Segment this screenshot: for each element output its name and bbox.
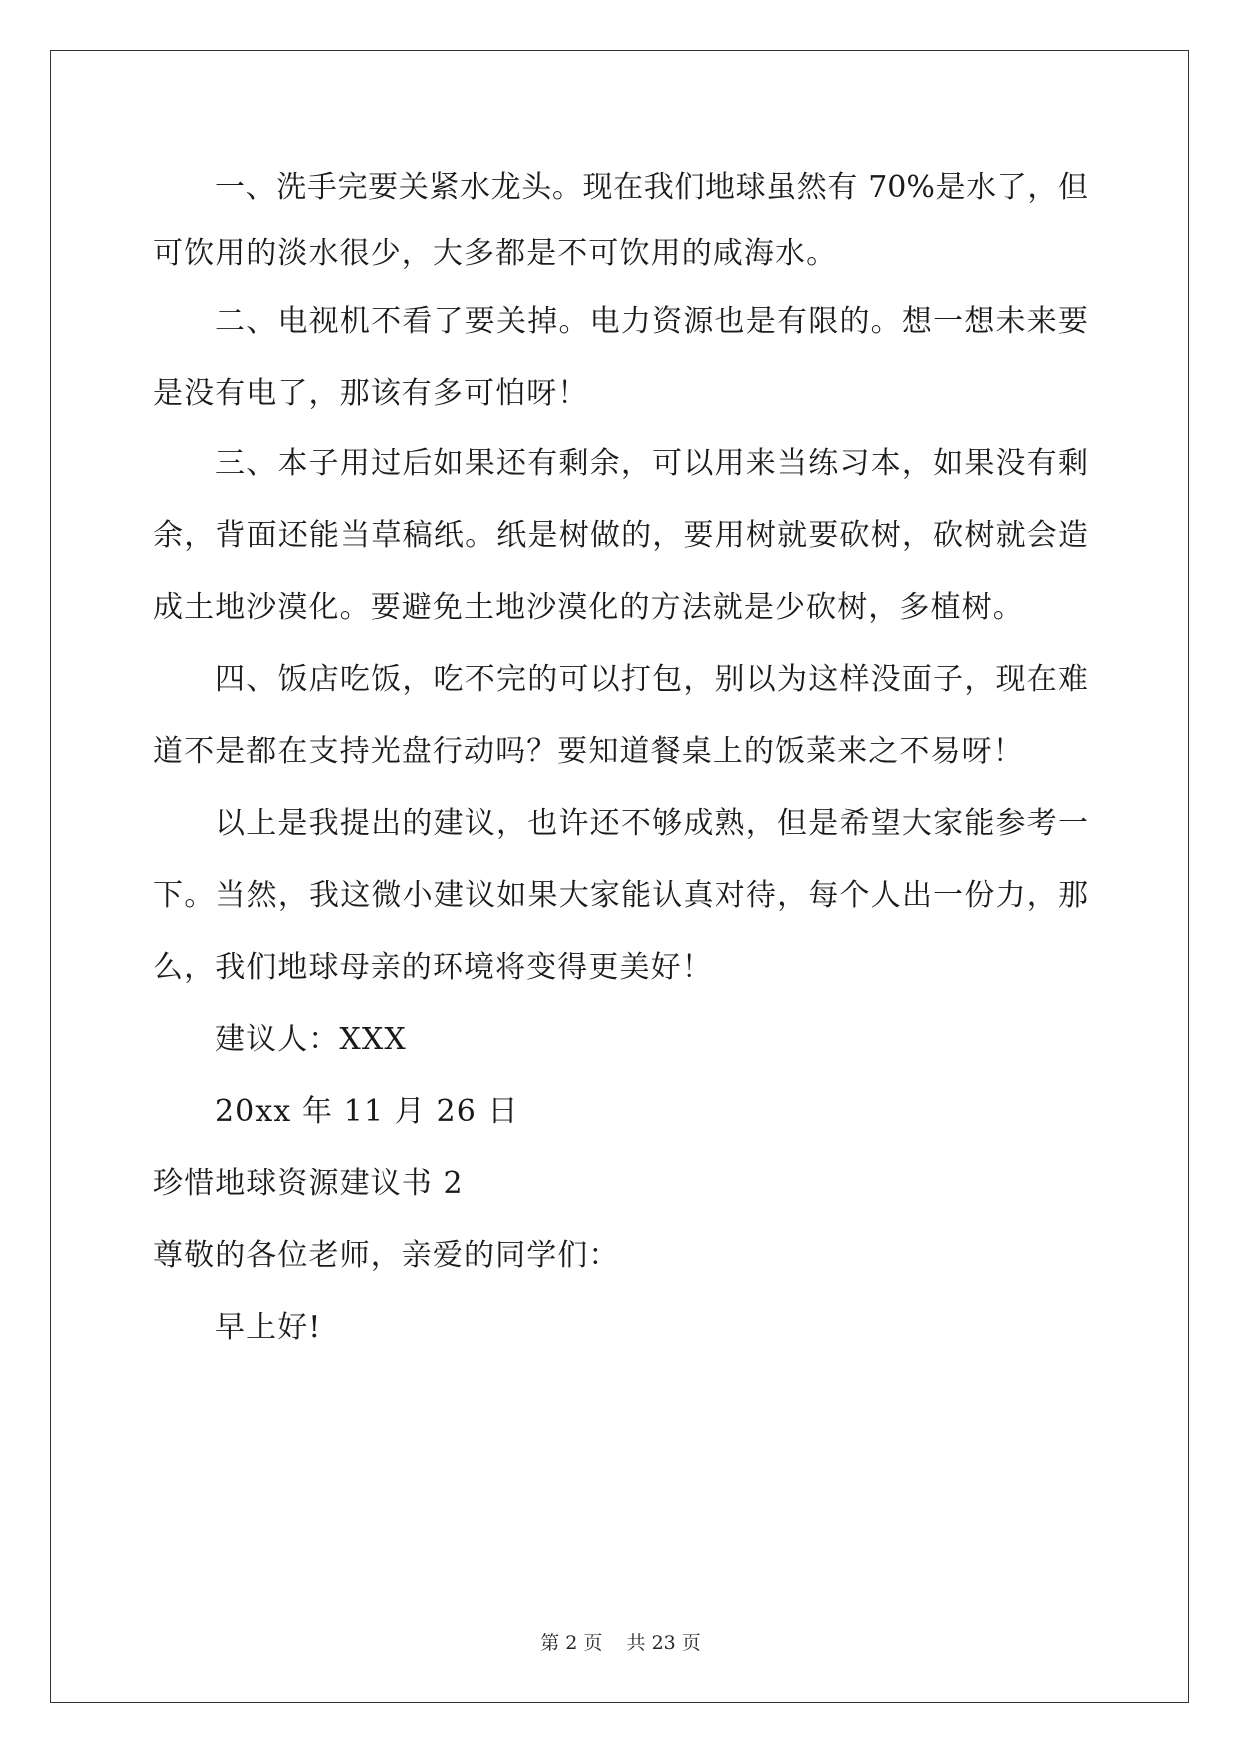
paragraph-1-line-1: 一、洗手完要关紧水龙头。现在我们地球虽然有 70%是水了，但 (215, 170, 1088, 205)
date-line: 20xx 年 11 月 26 日 (215, 1094, 519, 1129)
signer-line: 建议人：XXX (215, 1022, 407, 1057)
paragraph-5-line-3: 么，我们地球母亲的环境将变得更美好！ (153, 950, 713, 985)
paragraph-5-line-1: 以上是我提出的建议，也许还不够成熟，但是希望大家能参考一 (215, 806, 1088, 841)
paragraph-3-line-2: 余，背面还能当草稿纸。纸是树做的，要用树就要砍树，砍树就会造 (153, 518, 1088, 553)
paragraph-3-line-3: 成土地沙漠化。要避免土地沙漠化的方法就是少砍树，多植树。 (153, 590, 1024, 625)
page-number-footer: 第 2 页 共 23 页 (540, 1632, 701, 1654)
paragraph-3-line-1: 三、本子用过后如果还有剩余，可以用来当练习本，如果没有剩 (215, 446, 1088, 481)
paragraph-4-line-1: 四、饭店吃饭，吃不完的可以打包，别以为这样没面子，现在难 (215, 662, 1088, 697)
paragraph-2-line-2: 是没有电了，那该有多可怕呀！ (153, 376, 589, 411)
paragraph-4-line-2: 道不是都在支持光盘行动吗？要知道餐桌上的饭菜来之不易呀！ (153, 734, 1024, 769)
section-title: 珍惜地球资源建议书 2 (153, 1166, 464, 1201)
paragraph-5-line-2: 下。当然，我这微小建议如果大家能认真对待，每个人出一份力，那 (153, 878, 1088, 913)
paragraph-1-line-2: 可饮用的淡水很少，大多都是不可饮用的咸海水。 (153, 236, 838, 271)
salutation: 尊敬的各位老师，亲爱的同学们： (153, 1238, 620, 1273)
greeting: 早上好! (215, 1310, 322, 1345)
paragraph-2-line-1: 二、电视机不看了要关掉。电力资源也是有限的。想一想未来要 (215, 304, 1088, 339)
